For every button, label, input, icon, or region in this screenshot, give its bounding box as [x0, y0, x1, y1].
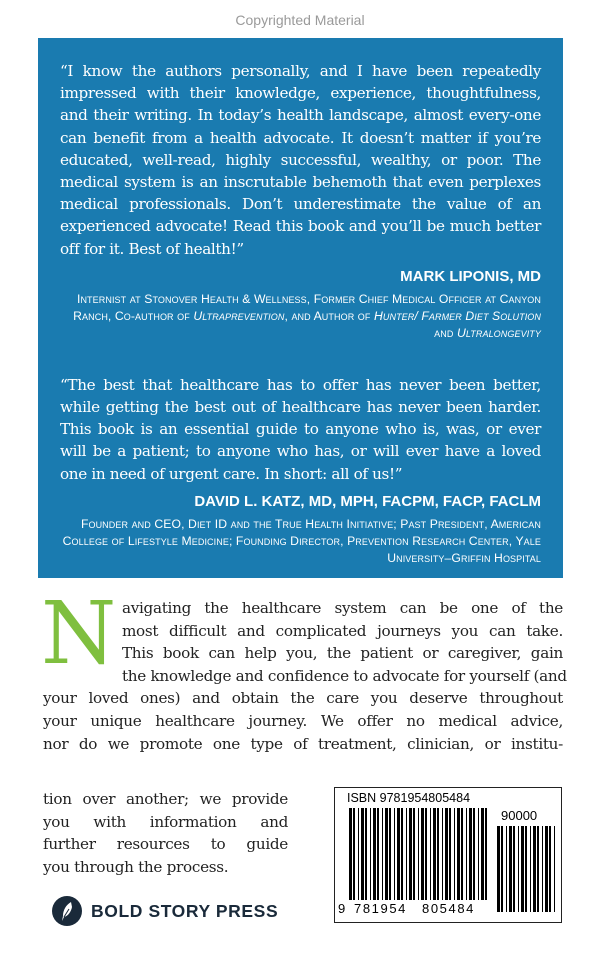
copyright-watermark: Copyrighted Material — [235, 12, 365, 28]
isbn-barcode — [334, 787, 562, 923]
testimonial-quote-1: “I know the authors personally, and I have been repeatedly impressed with their knowledge, experience, thoughtfulness, and their writing. In today’s health landscape, almost every-one can benefit from a health advocate. It doesn’t matter if you’re educated, well-read, highly successful, wealthy, or poor. The medical system is an inscrutable behemoth that even perplexes medical professionals. Don’t underestimate the value of an experienced advocate! Read this book and you’ll be much better off for it. Best of health!” — [60, 62, 541, 258]
description-line: avigating the healthcare system can be one of the — [121, 599, 563, 617]
description-line: your loved ones) and obtain the care you deserve throughout — [43, 689, 563, 708]
testimonial-author-title-2: Founder and CEO, Diet ID and the True Health Initiative; Past President, American College of Lifestyle Medicine; Founding Director, Prevention Research Center, Yale University–Griffin Hospital — [62, 516, 541, 565]
description-line: the knowledge and confidence to advocate for yourself (and — [121, 666, 567, 685]
barcode-left-digits: 781954 — [354, 901, 407, 916]
quill-icon — [52, 896, 82, 926]
publisher-logo — [52, 896, 278, 926]
description-line: you with information and — [43, 812, 288, 831]
publisher-name: BOLD STORY PRESS — [91, 900, 279, 921]
barcode-right-digits: 805484 — [422, 901, 475, 916]
description-line: most difficult and complicated journeys you can take. — [121, 621, 563, 640]
book-description-tail — [43, 788, 288, 878]
description-line: further resources to guide — [43, 835, 288, 854]
description-line: you through the process. — [43, 857, 229, 876]
testimonial-author-2: DAVID L. KATZ, MD, MPH, FACPM, FACP, FACLM — [194, 492, 541, 510]
testimonial-author-title-1: Internist at Stonover Health & Wellness, Former Chief Medical Officer at Canyon Ranch, Co-author of Ultraprevention, and Author of Hunter/ Farmer Diet Solution and Ultralongevity — [73, 291, 541, 340]
testimonials-panel — [38, 38, 563, 578]
description-line: tion over another; we provide — [43, 790, 288, 808]
barcode-leading-digit: 9 — [338, 901, 346, 916]
barcode-addon-number: 90000 — [501, 808, 538, 823]
description-line: nor do we promote one type of treatment, clinician, or institu- — [43, 734, 563, 753]
description-line: your unique healthcare journey. We offer no medical advice, — [43, 711, 563, 730]
isbn-label: ISBN 9781954805484 — [347, 791, 471, 805]
book-description — [41, 584, 567, 755]
testimonial-quote-2: “The best that healthcare has to offer has never been better, while getting the best out of healthcare has never been harder. This book is an essential guide to anyone who is, was, or ever will be a patient; to anyone who has, or will ever have a loved one in need of urgent care. In short: all of us!” — [60, 375, 541, 483]
description-line: This book can help you, the patient or caregiver, gain — [121, 644, 563, 663]
drop-cap: N — [41, 584, 116, 684]
testimonial-author-1: MARK LIPONIS, MD — [400, 267, 541, 285]
